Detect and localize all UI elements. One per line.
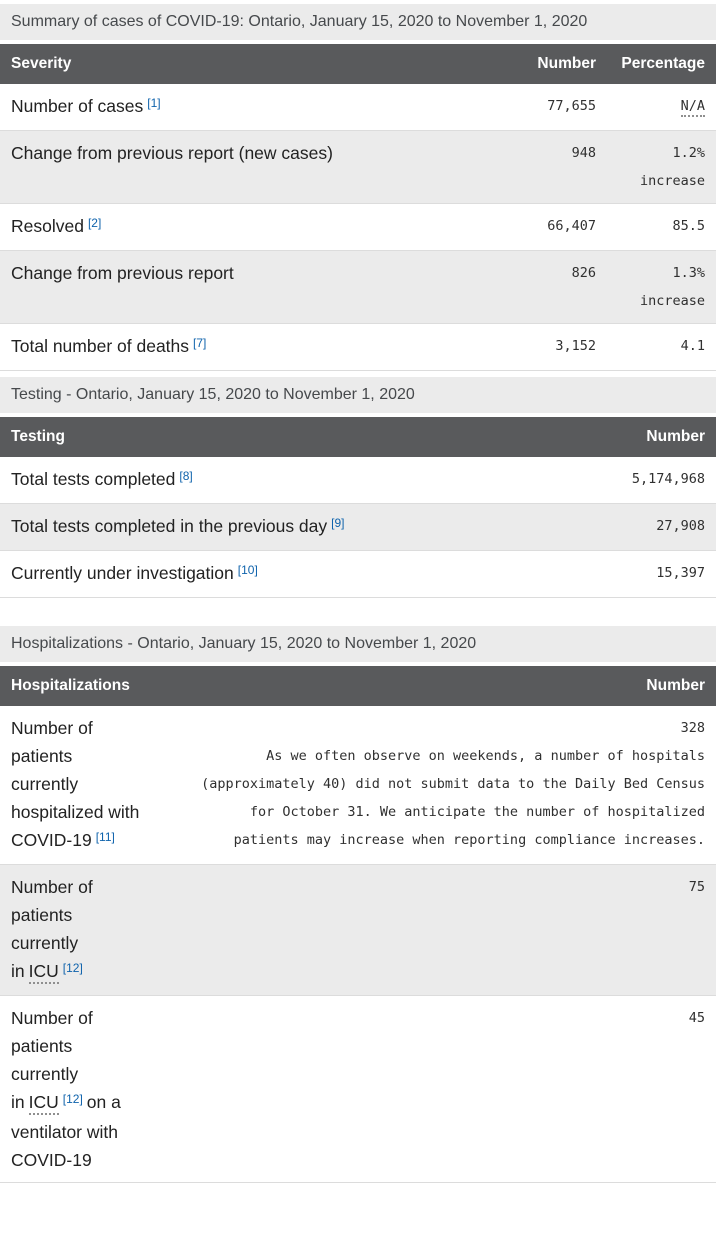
row-label: Total number of deaths (11, 336, 190, 356)
row-label-cell (0, 84, 455, 131)
percentage-value: 4.1 (680, 338, 705, 354)
table-row (0, 84, 716, 131)
table-row (0, 251, 716, 324)
icu-abbr: ICU (29, 961, 59, 984)
number-value: 66,407 (547, 218, 596, 234)
icu-abbr: ICU (29, 1092, 59, 1115)
number-value: 826 (571, 265, 596, 281)
row-label-cell (0, 706, 152, 865)
row-label: Currently under investigation (11, 563, 234, 583)
row-label-continued: on a ventilator with COVID-19 (11, 1092, 121, 1170)
row-label: Number of cases (11, 96, 144, 116)
percentage-cell (607, 324, 716, 371)
hospitalizations-table (0, 666, 716, 1183)
table-row (0, 204, 716, 251)
footnote-link[interactable]: [2] (87, 216, 102, 230)
number-value: 5,174,968 (631, 471, 705, 487)
summary-header-row (0, 44, 716, 84)
number-cell (152, 865, 716, 996)
footnote-link[interactable]: [1] (147, 96, 161, 110)
footnote-link[interactable]: [7] (193, 336, 207, 350)
row-label-cell (0, 551, 566, 598)
table-row (0, 996, 716, 1183)
hospitalizations-caption: Hospitalizations - Ontario, January 15, 2020 to November 1, 2020 (0, 626, 716, 662)
column-header-testing: Testing (0, 417, 566, 457)
table-row (0, 131, 716, 204)
percentage-value: 85.5 (672, 218, 705, 234)
number-value: 27,908 (656, 518, 705, 534)
column-header-percentage: Percentage (607, 44, 716, 84)
footnote-link[interactable]: [11] (95, 830, 115, 844)
row-label: Change from previous report (new cases) (11, 143, 333, 163)
row-label: Number of patients currently in (11, 877, 93, 981)
summary-caption: Summary of cases of COVID-19: Ontario, January 15, 2020 to November 1, 2020 (0, 4, 716, 40)
column-header-hospitalizations: Hospitalizations (0, 666, 152, 706)
footnote-link[interactable]: [12] (62, 961, 83, 975)
percentage-cell (607, 251, 716, 324)
column-header-number: Number (566, 417, 716, 457)
table-row (0, 551, 716, 598)
table-row (0, 324, 716, 371)
testing-header-row (0, 417, 716, 457)
na-abbr: N/A (681, 98, 705, 117)
number-value: 77,655 (547, 98, 596, 114)
percentage-cell (607, 204, 716, 251)
hospitalizations-section (0, 626, 716, 1183)
summary-table (0, 44, 716, 371)
column-header-number: Number (455, 44, 607, 84)
percentage-cell (607, 84, 716, 131)
row-label-cell (0, 457, 566, 504)
row-label: Number of patients currently hospitalized with COVID-19 (11, 718, 140, 850)
footnote-link[interactable]: [10] (237, 563, 258, 577)
table-row (0, 457, 716, 504)
row-label-cell (0, 204, 455, 251)
row-label-cell (0, 865, 152, 996)
number-cell (152, 706, 716, 865)
column-header-severity: Severity (0, 44, 455, 84)
number-value: 328 (680, 720, 705, 736)
testing-section (0, 377, 716, 598)
number-cell (152, 996, 716, 1183)
row-label: Total tests completed (11, 469, 176, 489)
row-label-cell (0, 324, 455, 371)
percentage-note: increase (639, 173, 705, 189)
table-row (0, 865, 716, 996)
testing-caption: Testing - Ontario, January 15, 2020 to November 1, 2020 (0, 377, 716, 413)
footnote-link[interactable]: [8] (179, 469, 193, 483)
row-label-cell (0, 251, 455, 324)
row-label: Resolved (11, 216, 84, 236)
row-label-cell (0, 996, 152, 1183)
row-label-cell (0, 504, 566, 551)
column-header-number: Number (152, 666, 716, 706)
number-value: 75 (688, 879, 705, 895)
percentage-value: 1.3% (672, 265, 705, 281)
footnote-link[interactable]: [12] (62, 1092, 83, 1106)
summary-section (0, 4, 716, 371)
table-row (0, 504, 716, 551)
number-value: 948 (571, 145, 596, 161)
row-label-cell (0, 131, 455, 204)
percentage-value: 1.2% (672, 145, 705, 161)
percentage-cell (607, 131, 716, 204)
table-row (0, 706, 716, 865)
row-label: Change from previous report (11, 263, 234, 283)
footnote-link[interactable]: [9] (331, 516, 345, 530)
row-label: Number of patients currently in (11, 1008, 93, 1112)
percentage-note: increase (639, 293, 705, 309)
hospitalizations-header-row (0, 666, 716, 706)
number-value: 45 (688, 1010, 705, 1026)
testing-table (0, 417, 716, 598)
row-label: Total tests completed in the previous day (11, 516, 328, 536)
number-value: 3,152 (555, 338, 596, 354)
reporting-note: As we often observe on weekends, a number of hospitals (approximately 40) did not submit data to the Daily Bed Census for October 31. We anticipate the number of hospitalized patients may increase when reporting compliance increases. (201, 748, 705, 848)
number-value: 15,397 (656, 565, 705, 581)
